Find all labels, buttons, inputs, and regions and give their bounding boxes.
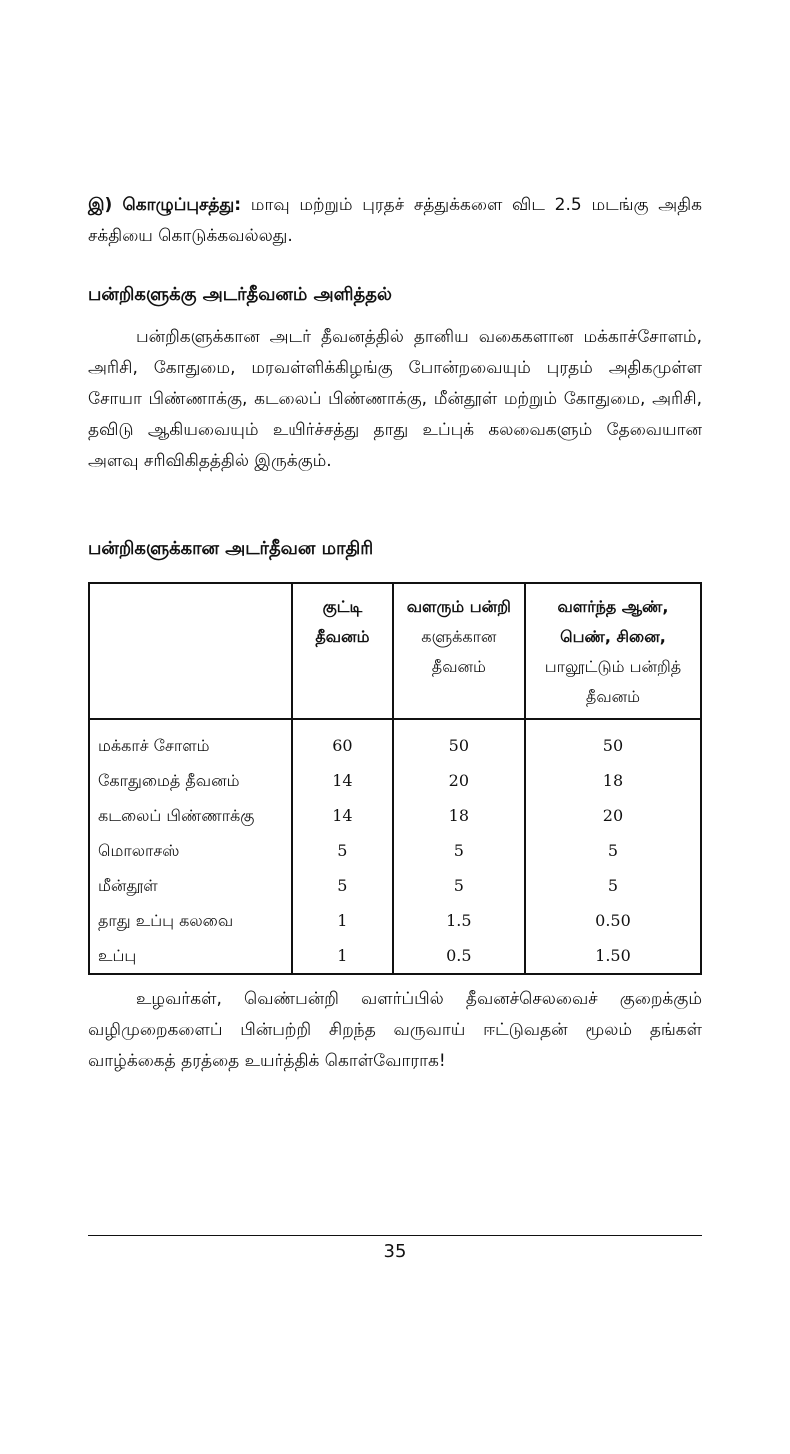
closing-paragraph: உழவர்கள், வெண்பன்றி வளர்ப்பில் தீவனச்செலவைச் குறைக்கும் வழிமுறைகளைப் பின்பற்றி சிறந்த வருவாய் ஈட்டுவதன் மூலம் தங்கள் வாழ்க்கைத் தரத்தை உயர்த்திக் கொள்வோராக! (88, 989, 702, 1071)
grower-value: 50 (393, 719, 525, 763)
table-row (89, 798, 701, 833)
grower-value: 0.5 (393, 938, 525, 974)
table-row (89, 868, 701, 903)
intro-label: இ) கொழுப்புசத்து: (88, 195, 242, 215)
header-grower-feed (393, 583, 525, 719)
table-row (89, 719, 701, 763)
grower-value: 1.5 (393, 903, 525, 938)
ingredient-name: தாது உப்பு கலவை (89, 903, 292, 938)
piglet-value: 1 (292, 903, 393, 938)
table-row (89, 833, 701, 868)
header-piglet-feed (292, 583, 393, 719)
header-piglet-feed-label: குட்டி தீவனம் (315, 597, 370, 646)
header-adult-feed-line2: பாலூட்டும் பன்றித் தீவனம் (544, 657, 682, 706)
header-grower-feed-line1: வளரும் பன்றி (406, 597, 511, 616)
ingredient-name: மக்காச் சோளம் (89, 719, 292, 763)
footer-rule (88, 1235, 702, 1236)
header-adult-feed (525, 583, 701, 719)
table-row (89, 938, 701, 974)
intro-paragraph (88, 190, 702, 252)
ingredient-name: மொலாசஸ் (89, 833, 292, 868)
concentrate-feed-paragraph: பன்றிகளுக்கான அடர் தீவனத்தில் தானிய வகைகளான மக்காச்சோளம், அரிசி, கோதுமை, மரவள்ளிக்கிழங்கு போன்றவையும் புரதம் அதிகமுள்ள சோயா பிண்ணாக்கு, கடலைப் பிண்ணாக்கு, மீன்தூள் மற்றும் கோதுமை, அரிசி, தவிடு ஆகியவையும் உயிர்ச்சத்து தாது உப்புக் கலவைகளும் தேவையான அளவு சரிவிகிதத்தில் இருக்கும். (88, 327, 702, 471)
grower-value: 5 (393, 868, 525, 903)
section-heading-concentrate-feeding: பன்றிகளுக்கு அடர்தீவனம் அளித்தல் (88, 284, 392, 305)
piglet-value: 1 (292, 938, 393, 974)
adult-value: 5 (525, 868, 701, 903)
table-header-row (89, 583, 701, 719)
adult-value: 0.50 (525, 903, 701, 938)
adult-value: 1.50 (525, 938, 701, 974)
piglet-value: 5 (292, 833, 393, 868)
table-row (89, 763, 701, 798)
piglet-value: 14 (292, 763, 393, 798)
adult-value: 5 (525, 833, 701, 868)
adult-value: 18 (525, 763, 701, 798)
adult-value: 50 (525, 719, 701, 763)
ingredient-name: கோதுமைத் தீவனம் (89, 763, 292, 798)
feed-composition-table (88, 582, 702, 975)
grower-value: 18 (393, 798, 525, 833)
grower-value: 5 (393, 833, 525, 868)
intro-text: மாவு மற்றும் புரதச் சத்துக்களை விட 2.5 மடங்கு அதிக சக்தியை கொடுக்கவல்லது. (88, 195, 702, 246)
piglet-value: 5 (292, 868, 393, 903)
header-ingredient (89, 583, 292, 719)
header-grower-feed-line2: களுக்கான தீவனம் (421, 627, 497, 676)
piglet-value: 14 (292, 798, 393, 833)
adult-value: 20 (525, 798, 701, 833)
piglet-value: 60 (292, 719, 393, 763)
ingredient-name: கடலைப் பிண்ணாக்கு (89, 798, 292, 833)
header-adult-feed-line1: வளர்ந்த ஆண், பெண், சினை, (557, 597, 669, 646)
ingredient-name: மீன்தூள் (89, 868, 292, 903)
grower-value: 20 (393, 763, 525, 798)
section-heading-feed-model: பன்றிகளுக்கான அடர்தீவன மாதிரி (88, 538, 374, 559)
page-number: 35 (383, 1241, 407, 1262)
table-row (89, 903, 701, 938)
ingredient-name: உப்பு (89, 938, 292, 974)
